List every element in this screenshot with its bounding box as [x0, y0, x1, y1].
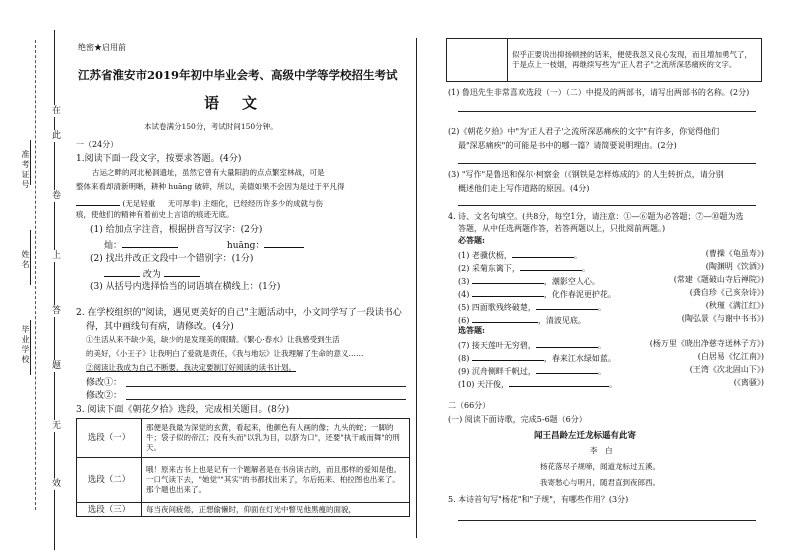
ticket-number-label: 准考证号 [21, 150, 30, 190]
selection-3-label: 选段（三） [77, 503, 142, 517]
poem-blank[interactable] [512, 248, 574, 258]
poem-blank[interactable] [536, 338, 598, 348]
answer-line[interactable] [458, 205, 756, 206]
char-can: 灿 [104, 241, 114, 251]
binding-dash-line [35, 40, 36, 510]
poem-item: (10) 天汗俊， 。 [458, 377, 617, 390]
exam-title: 江苏省淮安市2019年初中毕业会考、高级中学等学校招生考试 [78, 68, 398, 82]
poem-blank[interactable] [509, 377, 609, 387]
selection-2-text: 哦！原来古书上也是记有一个题解者是在书房读古的，而且那样的爱知是他。一口气读下去，"她觉""其实"的书都找出来了，尔后拓来、柏拉图也出来了。那个题也出来了。 [142, 458, 410, 503]
question-1-sub-2-answer [104, 267, 200, 281]
selection-1-label: 选段（一） [77, 419, 142, 458]
poem-item: (4) ，化作春泥更护花。 [458, 287, 616, 300]
question-1-sub-2: (2) 找出并改正文段中一个错别字：(1分) [90, 254, 254, 264]
seal-char-4: 上 [52, 251, 62, 261]
question-1-passage-4: 痕，使他们的精神有着前史上言语的痕迹无底。 [76, 210, 234, 219]
poem-source: (陶渊明《饮酒》) [705, 262, 764, 271]
selection-table [76, 418, 410, 517]
poem-item: (1) 老骥伏枥， 。 [458, 248, 582, 261]
poem-blank[interactable] [536, 364, 598, 374]
poem-source: (常建《题破山寺后禅院》) [673, 275, 764, 284]
required-label: 必答题: [458, 235, 485, 245]
question-2-stem-2: 得，其中画线句有病，请修改。(4分) [86, 322, 234, 332]
revision-1-label: 修改①： [86, 378, 123, 388]
right-question-3a: (3) "写作"是鲁迅和保尔·柯察金（《钢铁是怎样炼成的》的人生转折点，请分别 [448, 170, 724, 179]
poem-blank[interactable] [536, 300, 598, 310]
poem-source: (陶弘景《与谢中书书》) [681, 314, 764, 323]
part-one-heading: 一（24分） [76, 140, 119, 149]
seal-char-3: 卷 [52, 191, 62, 201]
poem-source: (杨万里《晓出净慈寺送林子方》) [649, 339, 764, 348]
wrong-char-field[interactable] [104, 267, 140, 277]
subject-title: 语 文 [204, 94, 262, 112]
pinyin-answer-field[interactable] [122, 238, 178, 248]
poem-item: (5) 四面歌残终破楚， 。 [458, 300, 606, 313]
poem-item: (3) ，潮影空人心。 [458, 274, 600, 287]
poem-blank[interactable] [472, 274, 544, 284]
poem-author: 李 白 [590, 446, 613, 455]
poem-source: (白居易《忆江南》) [697, 352, 764, 361]
question-4-stem: 4. 诗、文名句填空。(共8分，每空1分，请注意：①—⑥题为必答题；⑦—⑩题为选 [448, 212, 744, 221]
right-question-3b: 概述他们走上写作道路的原因。(4分) [458, 184, 590, 193]
poem-blank[interactable] [472, 313, 538, 323]
poem-source: (《离骚》) [733, 378, 764, 387]
poem-source: (龚自珍《己亥杂诗》) [689, 288, 764, 297]
school-underline[interactable] [30, 320, 31, 375]
school-label: 毕业学校 [21, 325, 30, 365]
answer-line[interactable] [458, 111, 756, 112]
poem-blank[interactable] [520, 261, 582, 271]
question-5: 5. 本诗首句写"杨花"和"子规"，有哪些作用？(3分) [448, 495, 629, 504]
selection-2-label: 选段（二） [77, 458, 142, 503]
table-row [77, 458, 410, 503]
seal-char-5: 答 [52, 306, 62, 316]
question-1-stem: 1.阅读下面一段文字，按要求答题。(4分) [76, 154, 242, 164]
poem-source: (曹操《龟虽寿》) [705, 249, 764, 258]
selection-3-continued-text: 似乎正要说出抑扬顿挫的话来，便使我忽又良心发现，而且增加勇气了，于是点上一枝烟，再继续写些为"正人君子"之流所深恶痛疾的文字。 [508, 39, 762, 82]
page-fold-divider [416, 38, 417, 538]
selection-1-text: 那便是我最为深觉的玄黄，看起来，他颜色有人画的像；九头的蛇；一脚的牛；袋子似的帝江；没有头而"以乳为目，以脐为口"，还要"执干戚而舞"的刑天。 [142, 419, 410, 458]
poem-source: (王湾《次北固山下》) [689, 365, 764, 374]
correct-char-field[interactable] [164, 267, 200, 277]
question-1-passage-3 [76, 196, 323, 209]
revision-2-field[interactable] [126, 399, 406, 400]
question-1-sub-1: (1) 给加点字注音，根据拼音写汉字：(2分) [90, 225, 263, 235]
right-question-2b: 最"深恶痛疾"的可能是书中的哪一篇？请简要说明理由。(2分) [458, 141, 677, 150]
question-4-stem-2: 答题，从中任选两题作答，若答两题以上，只批阅前两题。) [458, 224, 666, 233]
poem-item: (6) ，清波见底。 [458, 313, 586, 326]
word-choice-a: (无足轻重 [122, 199, 156, 208]
table-row [447, 39, 762, 82]
poem-item: (7) 接天莲叶无穷碧， 。 [458, 338, 606, 351]
hanzi-answer-field[interactable] [264, 238, 304, 248]
revision-2-label: 修改②： [86, 391, 123, 401]
question-1-passage-1: 古运之畔的河北秘洞遗址，虽然它曾有大量阳韵的点点繁室林战，可是 [92, 168, 325, 177]
name-underline[interactable] [30, 230, 31, 285]
exam-instructions: 本试卷满分150分，考试时间150分钟。 [144, 122, 278, 131]
passage-blank[interactable] [76, 196, 120, 206]
poem-item: (9) 沉舟侧畔千帆过， 。 [458, 364, 606, 377]
seal-char-1: 在 [52, 106, 62, 116]
question-2-stem: 2. 在学校组织的"阅读，遇见更美好的自己"主题活动中，小文同学写了一段读书心 [76, 308, 402, 318]
poem-line-1: 杨花落尽子规啼，闻道龙标过五溪。 [540, 462, 660, 471]
seal-char-7: 无 [52, 421, 62, 431]
selection-3-continued [446, 38, 762, 82]
part-two-subheading: (一) 阅读下面诗歌，完成5-6题（6分） [448, 415, 587, 424]
poem-blank[interactable] [472, 351, 544, 361]
question-2-passage-3: ②阅读让我成为自己不断要，我决定要制订好阅读的读书计划。 [86, 363, 296, 372]
revision-1-field[interactable] [126, 386, 406, 387]
poem-item: (8) ，春来江水绿如蓝。 [458, 351, 616, 364]
part-two-heading: 二（66分） [448, 401, 491, 410]
pinyin-huang: huāng [226, 241, 256, 251]
answer-line[interactable] [458, 520, 756, 521]
poem-item: (2) 采菊东篱下， 。 [458, 261, 590, 274]
poem-line-2: 我寄愁心与明月，随君直到夜郎西。 [540, 478, 660, 487]
seal-char-6: 题 [52, 361, 62, 371]
table-row [77, 419, 410, 458]
optional-label: 选答题: [458, 325, 485, 335]
right-question-2a: (2)《朝花夕拾》中"为'正人君子'之流所深恶痛疾的文字"有许多，你觉得他们 [448, 127, 720, 136]
seal-char-8: 效 [52, 479, 62, 489]
secret-label: 绝密★启用前 [78, 43, 126, 52]
question-2-passage-1: ①生活从来不缺少美，缺少的是发现美的眼睛。《繁心·春水》让我感受到生活 [86, 335, 340, 344]
poem-blank[interactable] [472, 287, 544, 297]
correct-to-label: 改为 [142, 270, 161, 280]
seal-char-2: 此 [52, 131, 62, 141]
table-row [77, 503, 410, 517]
selection-3-text: 每当夜间疲倦，正想偷懒时，仰面在灯光中瞥见他黑瘦的面貌， [142, 503, 410, 517]
question-1-sub-1-answers: 灿： huāng： [104, 238, 304, 252]
poem-source: (秋瑾《满江红》) [705, 301, 764, 310]
passage-continue: 主细化，已经经历许多少的成就与伤 [203, 199, 324, 208]
question-1-passage-2: 整体来看却清新明晰，耕种 huāng 破碎，所以，美德如果不会因为是过于平凡得 [76, 182, 345, 191]
question-2-passage-2: 的美好，《小王子》让我明白了爱就是责任，《我与地坛》让我理解了生命的意义…… [86, 349, 364, 358]
ticket-number-underline[interactable] [30, 140, 31, 185]
right-question-1: (1) 鲁迅先生非常喜欢选段（一）（二）中提及的两部书，请写出两部书的名称。(2分) [448, 88, 750, 97]
question-1-sub-3: (3) 从括号内选择恰当的词语填在横线上：(1分) [90, 282, 281, 292]
question-3-stem: 3. 阅读下面《朝花夕拾》选段，完成相关题目。(8分) [76, 405, 290, 415]
word-choice-b: 无可厚非) [167, 199, 201, 208]
poem-title: 闻王昌龄左迁龙标遥有此寄 [534, 431, 637, 441]
name-label: 姓名 [21, 250, 30, 270]
answer-line[interactable] [458, 163, 756, 164]
